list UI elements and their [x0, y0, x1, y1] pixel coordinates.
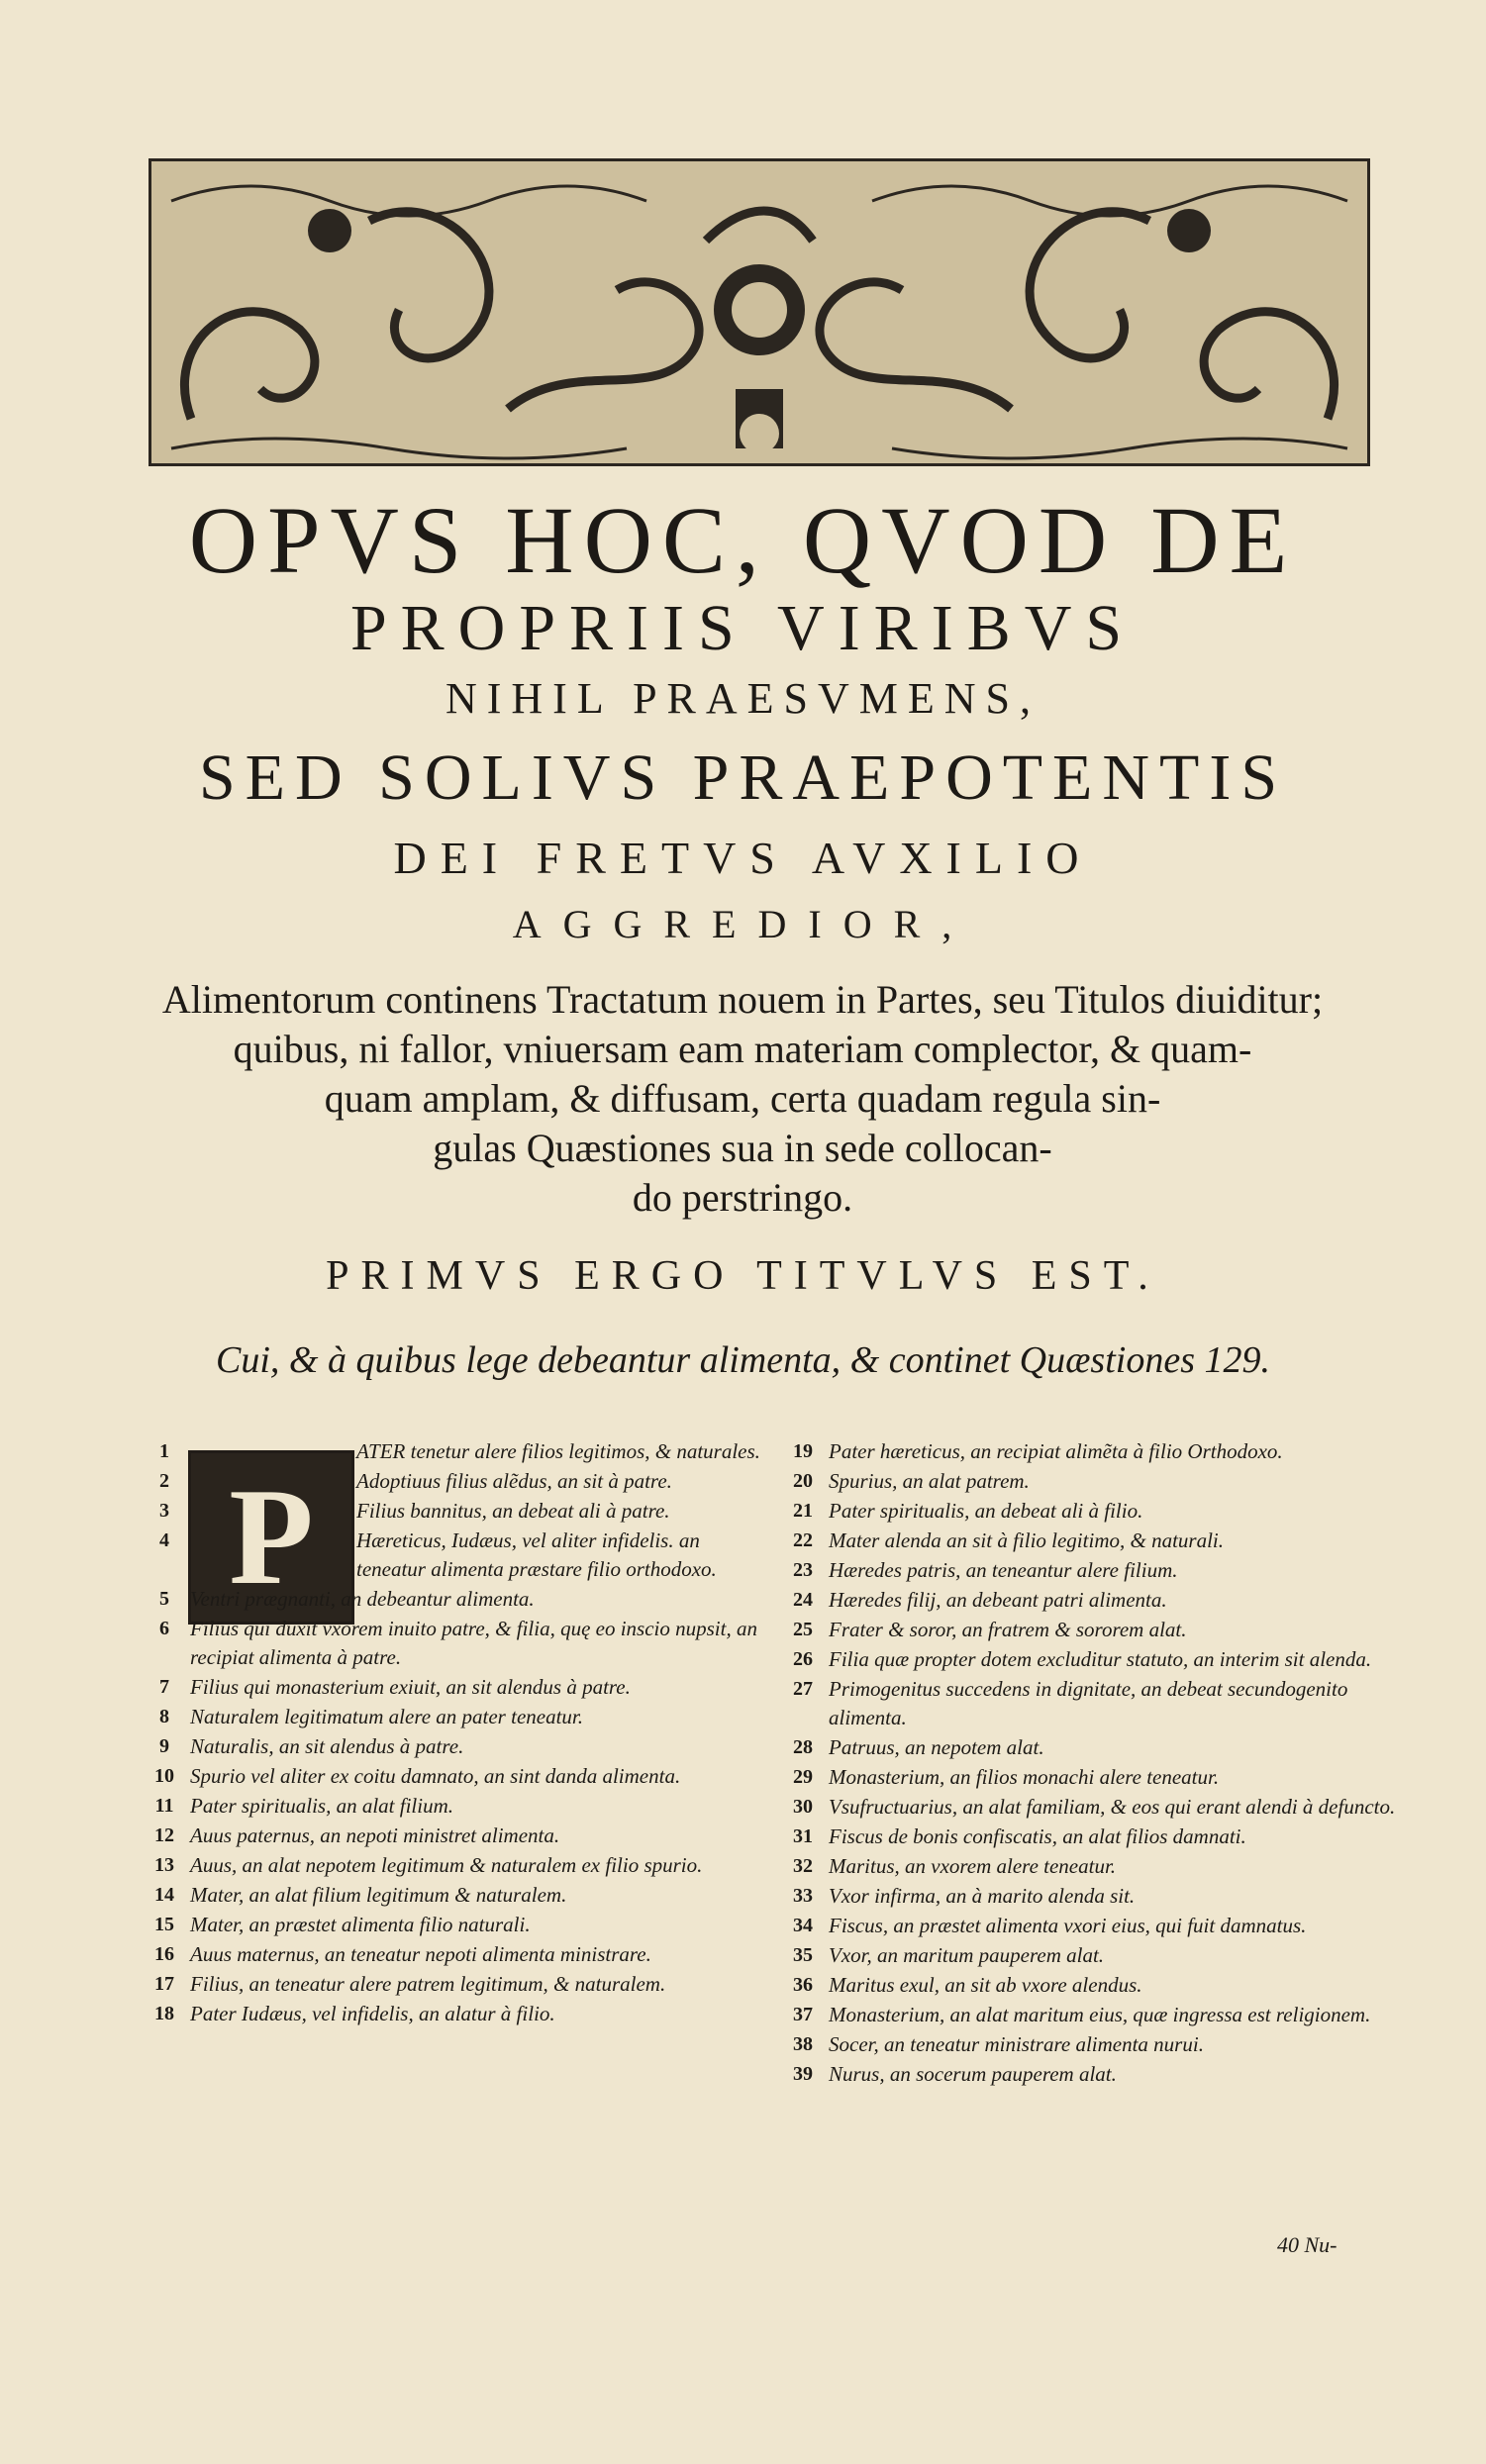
- title-line-4: SED SOLIVS PRAEPOTENTIS: [198, 741, 1288, 814]
- question-number: 27: [793, 1678, 813, 1700]
- question-number: 24: [793, 1589, 813, 1611]
- drop-cap-letter: P: [229, 1460, 314, 1614]
- question-number: 33: [793, 1885, 813, 1907]
- question-text: Primogenitus succedens in dignitate, an debeat secundogenito alimenta.: [829, 1677, 1348, 1729]
- questions-column-left: [139, 1437, 772, 2029]
- question-item: [777, 1556, 1411, 1585]
- question-number: 21: [793, 1500, 813, 1522]
- question-text: Auus paternus, an nepoti ministret alimenta.: [190, 1823, 560, 1847]
- question-item: [777, 1852, 1411, 1881]
- question-item: [139, 1437, 772, 1466]
- question-number: 26: [793, 1648, 813, 1670]
- section-title: PRIMVS ERGO TITVLVS EST.: [326, 1253, 1160, 1299]
- question-number: 18: [154, 2003, 174, 2024]
- question-item: [777, 1793, 1411, 1822]
- question-item: [139, 1615, 772, 1672]
- question-number: 9: [159, 1735, 169, 1757]
- question-item: [777, 2030, 1411, 2059]
- intro-line: quibus, ni fallor, vniuersam eam materiam complector, & quam-: [233, 1027, 1252, 1071]
- question-text: Filius, an teneatur alere patrem legitimum, & naturalem.: [190, 1972, 666, 1996]
- question-text: Mater, an præstet alimenta filio naturali.: [190, 1913, 531, 1936]
- question-text: Filius qui monasterium exiuit, an sit alendus à patre.: [190, 1675, 631, 1699]
- question-item: [139, 1911, 772, 1939]
- question-text: Pater spiritualis, an debeat ali à filio.: [829, 1499, 1143, 1523]
- intro-line: quam amplam, & diffusam, certa quadam regula sin-: [324, 1076, 1161, 1121]
- question-number: 7: [159, 1676, 169, 1698]
- question-text: Fiscus, an præstet alimenta vxori eius, qui fuit damnatus.: [829, 1914, 1307, 1937]
- intro-line: gulas Quæstiones sua in sede collocan-: [433, 1126, 1052, 1170]
- question-number: 16: [154, 1943, 174, 1965]
- question-number: 15: [154, 1914, 174, 1935]
- question-item: [139, 1822, 772, 1850]
- question-text: Auus maternus, an teneatur nepoti alimenta ministrare.: [190, 1942, 651, 1966]
- question-number: 39: [793, 2063, 813, 2085]
- question-text: Adoptiuus filius alẽdus, an sit à patre.: [356, 1469, 672, 1493]
- question-item: [777, 1497, 1411, 1526]
- title-line-1: OPVS HOC, QVOD DE: [188, 487, 1298, 593]
- question-text: Socer, an teneatur ministrare alimenta nurui.: [829, 2032, 1204, 2056]
- question-text: Hæredes filij, an debeant patri alimenta.: [829, 1588, 1167, 1612]
- question-text: Pater spiritualis, an alat filium.: [190, 1794, 454, 1818]
- title-line-5: DEI FRETVS AVXILIO: [393, 833, 1093, 883]
- question-item: [777, 1616, 1411, 1644]
- question-number: 13: [154, 1854, 174, 1876]
- question-number: 35: [793, 1944, 813, 1966]
- question-text: Mater alenda an sit à filio legitimo, & naturali.: [829, 1528, 1224, 1552]
- questions-column-right: [777, 1437, 1411, 2090]
- question-text: Patruus, an nepotem alat.: [829, 1735, 1044, 1759]
- question-number: 38: [793, 2033, 813, 2055]
- question-number: 5: [159, 1588, 169, 1610]
- question-text: Naturalem legitimatum alere an pater teneatur.: [190, 1705, 584, 1728]
- question-text: Fiscus de bonis confiscatis, an alat filios damnati.: [829, 1824, 1246, 1848]
- question-text: Filius bannitus, an debeat ali à patre.: [356, 1499, 670, 1523]
- question-text: Maritus, an vxorem alere teneatur.: [829, 1854, 1117, 1878]
- question-item: [777, 1971, 1411, 2000]
- question-item: [139, 1527, 772, 1584]
- question-text: Hæreticus, Iudæus, vel aliter infidelis. an teneatur alimenta præstare filio orthodoxo.: [356, 1528, 717, 1581]
- question-item: [777, 1882, 1411, 1911]
- question-item: [139, 1497, 772, 1526]
- question-item: [139, 1851, 772, 1880]
- question-number: 10: [154, 1765, 174, 1787]
- question-number: 31: [793, 1825, 813, 1847]
- question-item: [139, 1732, 772, 1761]
- question-text: Monasterium, an filios monachi alere teneatur.: [829, 1765, 1220, 1789]
- question-text: Spurio vel aliter ex coitu damnato, an sint danda alimenta.: [190, 1764, 681, 1788]
- catchword: 40 Nu-: [1277, 2232, 1337, 2257]
- question-number: 3: [159, 1500, 169, 1522]
- question-number: 29: [793, 1766, 813, 1788]
- question-item: [139, 1970, 772, 1999]
- question-number: 34: [793, 1915, 813, 1936]
- question-item: [139, 1762, 772, 1791]
- question-text: Pater hæreticus, an recipiat alimẽta à filio Orthodoxo.: [829, 1439, 1283, 1463]
- question-number: 37: [793, 2004, 813, 2025]
- question-item: [777, 2001, 1411, 2029]
- question-number: 25: [793, 1619, 813, 1640]
- question-item: [777, 1527, 1411, 1555]
- question-item: [777, 1645, 1411, 1674]
- question-text: Vsufructuarius, an alat familiam, & eos qui erant alendi à defuncto.: [829, 1795, 1396, 1819]
- question-item: [777, 1733, 1411, 1762]
- question-number: 23: [793, 1559, 813, 1581]
- question-number: 20: [793, 1470, 813, 1492]
- question-item: [777, 1437, 1411, 1466]
- question-number: 28: [793, 1736, 813, 1758]
- question-item: [777, 1912, 1411, 1940]
- question-number: 12: [154, 1824, 174, 1846]
- headpiece-ornament-icon: [151, 161, 1367, 463]
- question-text: Hæredes patris, an teneantur alere filium.: [829, 1558, 1178, 1582]
- question-item: [777, 1675, 1411, 1732]
- question-number: 30: [793, 1796, 813, 1818]
- question-item: [139, 1792, 772, 1821]
- question-text: Nurus, an socerum pauperem alat.: [829, 2062, 1117, 2086]
- question-text: Ventri prægnanti, an debeantur alimenta.: [190, 1587, 535, 1611]
- question-number: 22: [793, 1529, 813, 1551]
- question-item: [139, 1881, 772, 1910]
- question-text: Naturalis, an sit alendus à patre.: [190, 1734, 464, 1758]
- question-text: Mater, an alat filium legitimum & naturalem.: [190, 1883, 567, 1907]
- title-line-3: NIHIL PRAESVMENS,: [445, 674, 1041, 723]
- intro-paragraph: [129, 975, 1356, 1223]
- question-text: Maritus exul, an sit ab vxore alendus.: [829, 1973, 1142, 1997]
- question-text: ATER tenetur alere filios legitimos, & naturales.: [356, 1439, 760, 1463]
- question-item: [139, 1703, 772, 1731]
- question-text: Vxor infirma, an à marito alenda sit.: [829, 1884, 1136, 1908]
- question-number: 2: [159, 1470, 169, 1492]
- question-text: Auus, an alat nepotem legitimum & naturalem ex filio spurio.: [190, 1853, 703, 1877]
- question-item: [139, 1940, 772, 1969]
- section-subtitle: Cui, & à quibus lege debeantur alimenta, & continet Quæstiones 129.: [216, 1339, 1270, 1381]
- question-number: 19: [793, 1440, 813, 1462]
- question-item: [139, 2000, 772, 2028]
- question-item: [139, 1673, 772, 1702]
- question-number: 8: [159, 1706, 169, 1727]
- question-number: 4: [159, 1529, 169, 1551]
- intro-line: Alimentorum continens Tractatum nouem in Partes, seu Titulos diuiditur;: [161, 977, 1324, 1022]
- title-line-6: AGGREDIOR,: [512, 902, 974, 946]
- question-text: Vxor, an maritum pauperem alat.: [829, 1943, 1105, 1967]
- title-line-2: PROPRIIS VIRIBVS: [349, 592, 1137, 664]
- question-number: 36: [793, 1974, 813, 1996]
- intro-line: do perstringo.: [632, 1175, 853, 1220]
- question-text: Pater Iudæus, vel infidelis, an alatur à filio.: [190, 2002, 555, 2025]
- question-item: [139, 1467, 772, 1496]
- question-text: Filius qui duxit vxorem inuito patre, & filia, quę eo inscio nupsit, an recipiat alimenta à patre.: [190, 1617, 757, 1669]
- question-text: Filia quæ propter dotem excluditur statuto, an interim sit alenda.: [829, 1647, 1372, 1671]
- question-item: [139, 1585, 772, 1614]
- question-number: 1: [159, 1440, 169, 1462]
- question-item: [777, 1467, 1411, 1496]
- question-text: Frater & soror, an fratrem & sororem alat.: [829, 1618, 1187, 1641]
- question-number: 32: [793, 1855, 813, 1877]
- question-number: 6: [159, 1618, 169, 1639]
- question-item: [777, 1823, 1411, 1851]
- ornamental-headpiece: [149, 158, 1370, 466]
- question-item: [777, 2060, 1411, 2089]
- question-number: 11: [154, 1795, 174, 1817]
- question-text: Spurius, an alat patrem.: [829, 1469, 1030, 1493]
- question-item: [777, 1763, 1411, 1792]
- question-item: [777, 1941, 1411, 1970]
- question-item: [777, 1586, 1411, 1615]
- question-text: Monasterium, an alat maritum eius, quæ ingressa est religionem.: [829, 2003, 1371, 2026]
- question-number: 17: [154, 1973, 174, 1995]
- question-number: 14: [154, 1884, 174, 1906]
